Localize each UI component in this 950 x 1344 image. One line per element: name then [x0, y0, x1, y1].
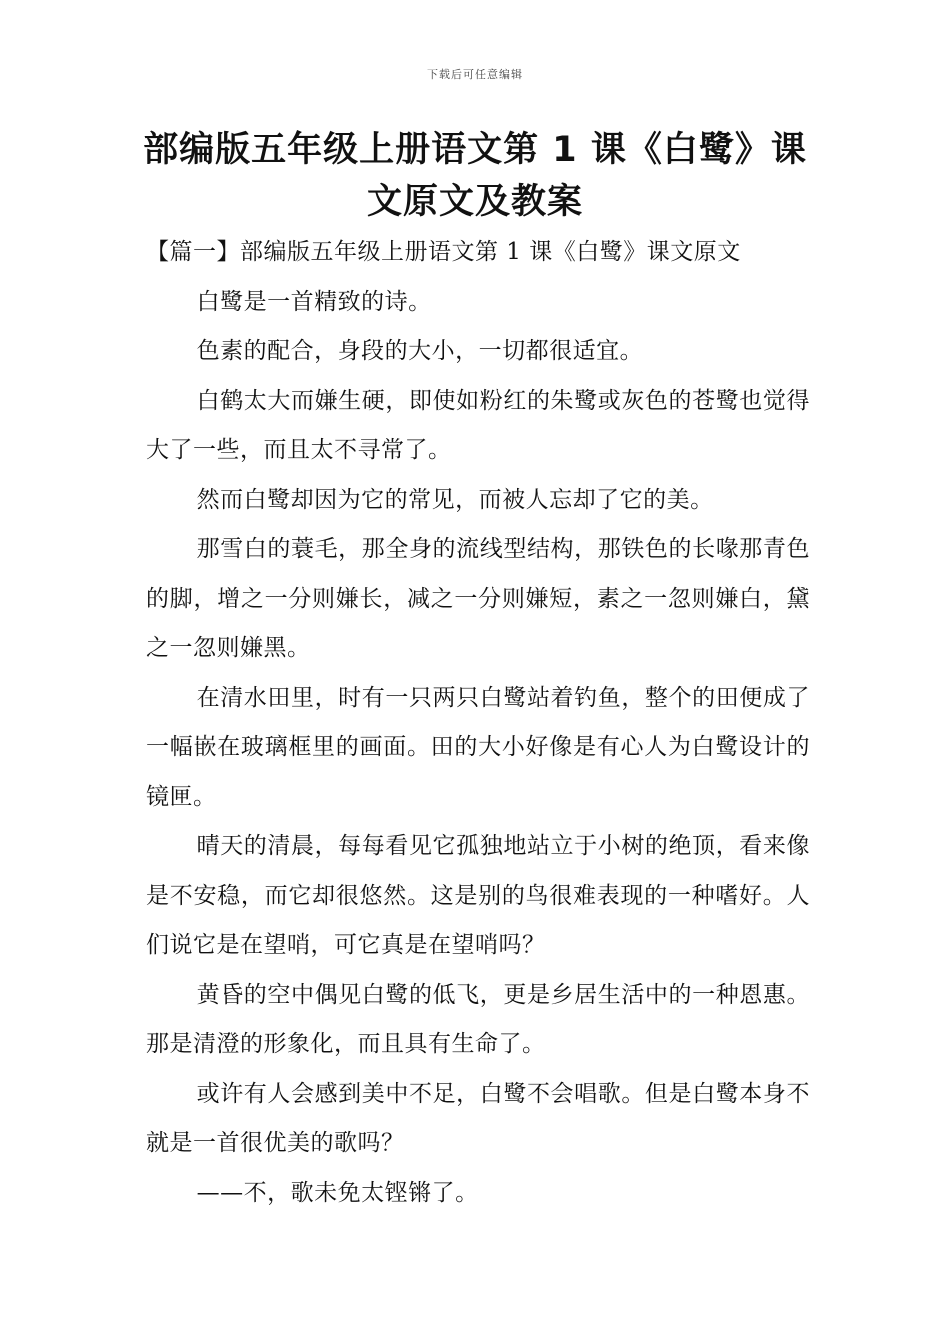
paragraph: ——不，歌未免太铿锵了。 [196, 1179, 479, 1206]
document-title: 部编版五年级上册语文第 1 课《白鹭》课文原文及教案 [143, 130, 807, 222]
paragraph: 或许有人会感到美中不足，白鹭不会唱歌。但是白鹭本身不就是一首很优美的歌吗？ [146, 1080, 810, 1156]
header-note: 下载后可任意编辑 [427, 68, 523, 81]
paragraph: 然而白鹭却因为它的常见，而被人忘却了它的美。 [196, 486, 714, 513]
paragraph: 黄昏的空中偶见白鹭的低飞，更是乡居生活中的一种恩惠。那是清澄的形象化，而且具有生命了。 [146, 981, 810, 1057]
paragraph: 色素的配合，身段的大小，一切都很适宜。 [196, 338, 644, 364]
section-heading: 【篇一】部编版五年级上册语文第 1 课《白鹭》课文原文 [146, 239, 741, 265]
paragraph: 白鹭是一首精致的诗。 [196, 288, 432, 315]
paragraph: 那雪白的蓑毛，那全身的流线型结构，那铁色的长喙那青色的脚，增之一分则嫌长，减之一分则嫌短，素之一忽则嫌白，黛之一忽则嫌黑。 [146, 536, 810, 661]
paragraph: 白鹤太大而嫌生硬，即使如粉红的朱鹭或灰色的苍鹭也觉得大了一些，而且太不寻常了。 [146, 387, 810, 463]
document-body [146, 228, 810, 1218]
paragraph: 晴天的清晨，每每看见它孤独地站立于小树的绝顶，看来像是不安稳，而它却很悠然。这是别的鸟很难表现的一种嗜好。人们说它是在望哨，可它真是在望哨吗？ [146, 833, 810, 958]
paragraph: 在清水田里，时有一只两只白鹭站着钓鱼，整个的田便成了一幅嵌在玻璃框里的画面。田的大小好像是有心人为白鹭设计的镜匣。 [146, 684, 810, 810]
